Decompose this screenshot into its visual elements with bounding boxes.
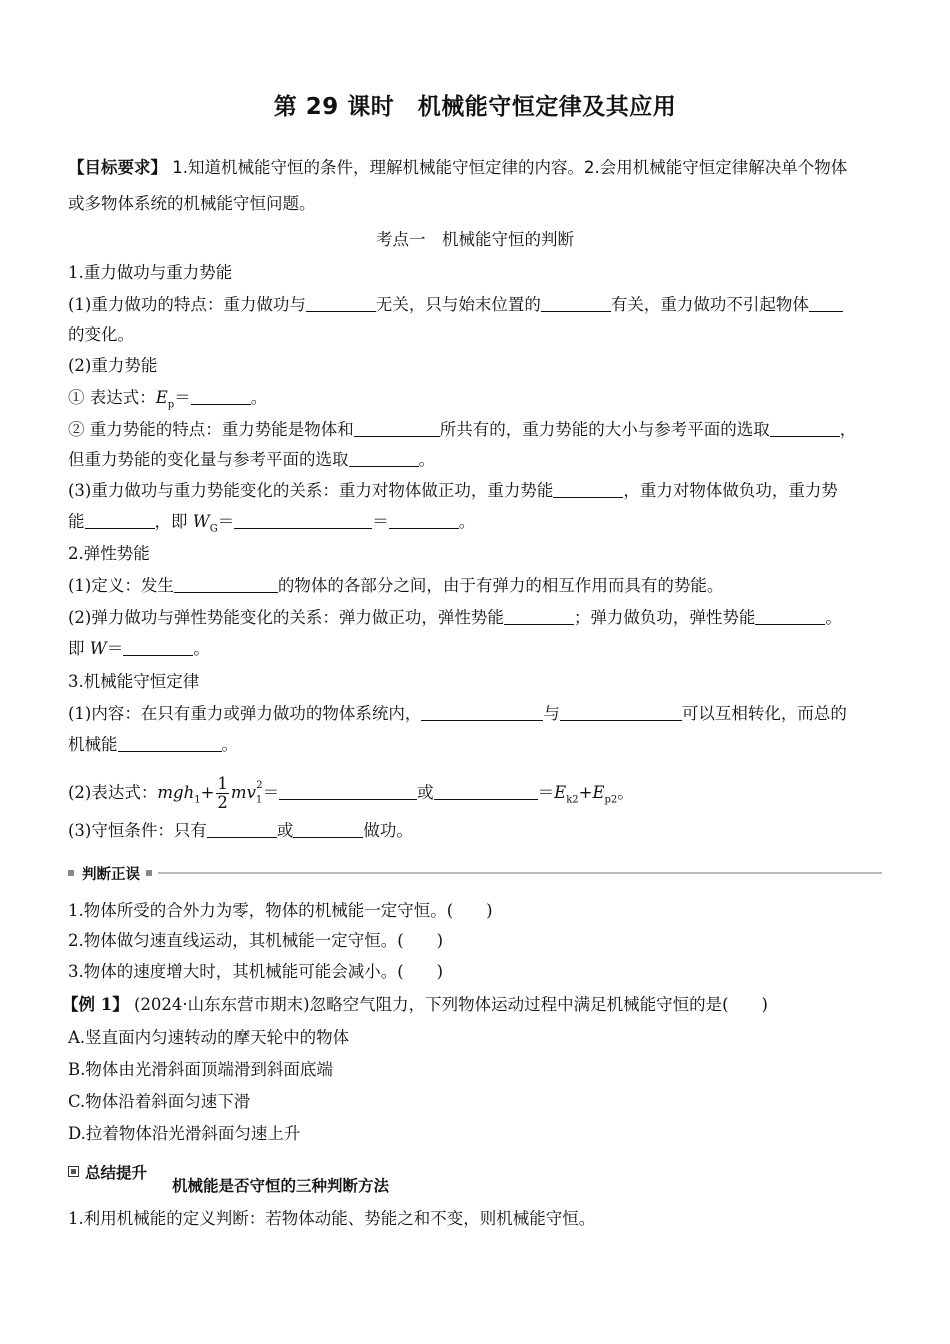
formula-lhs: mgh$_1$+ $\frac{1}{2}$ $mv_1^2$ — [157, 774, 263, 812]
s3-p2b: ＝ — [262, 783, 280, 802]
s1-p4d: 但重力势能的变化量与参考平面的选取 — [68, 450, 349, 469]
fill-blank[interactable] — [553, 481, 623, 498]
summary-box-icon — [68, 1166, 79, 1177]
s2-p2c: 。 — [825, 608, 842, 627]
s1-p3a: ① 表达式： — [68, 388, 156, 407]
example-option: A.竖直面内匀速转动的摩天轮中的物体 — [68, 1028, 350, 1047]
goals-text-1: 1.知道机械能守恒的条件，理解机械能守恒定律的内容。2.会用机械能守恒定律解决单个物体 — [172, 158, 848, 177]
s1-p3: ① 表达式：$E_p=$ 。 — [68, 388, 268, 411]
summary-item: 1.利用机械能的定义判断：若物体动能、势能之和不变，则机械能守恒。 — [68, 1209, 596, 1228]
fill-blank[interactable] — [560, 704, 682, 721]
fill-blank[interactable] — [118, 735, 222, 752]
example-stem-line — [62, 993, 882, 1017]
s3-p2 — [68, 766, 882, 820]
s1-p4-cont — [68, 448, 882, 472]
example-option: D.拉着物体沿光滑斜面匀速上升 — [68, 1124, 301, 1143]
judge-section-bar — [68, 862, 882, 884]
judge-item: 1.物体所受的合外力为零，物体的机械能一定守恒。( ) — [68, 901, 493, 920]
fill-blank[interactable] — [306, 295, 376, 312]
s3-p1b: 与 — [543, 704, 560, 723]
s1-p1b: 无关，只与始末位置的 — [375, 295, 541, 314]
fill-blank[interactable] — [434, 783, 538, 800]
s1-p5c: 能 — [68, 512, 85, 531]
s1-p3b: ＝ — [174, 388, 191, 407]
s1-p5e: ＝ — [217, 512, 235, 531]
s1-p5d: ，即 — [154, 512, 193, 531]
s1-p5-cont: 能 ，即 $W_G=$ ＝ 。 — [68, 512, 476, 535]
fill-blank[interactable] — [389, 512, 459, 529]
example-option: C.物体沿着斜面匀速下滑 — [68, 1092, 251, 1111]
s1-p5a: (3)重力做功与重力势能变化的关系：重力对物体做正功，重力势能 — [68, 481, 554, 500]
example-option: B.物体由光滑斜面顶端滑到斜面底端 — [68, 1060, 333, 1079]
s1-p4b: 所共有的，重力势能的大小与参考平面的选取 — [439, 420, 770, 439]
fill-blank[interactable] — [354, 420, 440, 437]
s1-p1 — [68, 293, 882, 317]
s1-p4c: ， — [839, 420, 857, 439]
s3-p1e: 。 — [221, 735, 238, 754]
fill-blank[interactable] — [174, 576, 278, 593]
s3-p2e: 。 — [617, 783, 634, 802]
fill-blank[interactable] — [809, 295, 843, 312]
s2-p2b: ；弹力做负功，弹性势能 — [573, 608, 756, 627]
s2-p2a: (2)弹力做功与弹性势能变化的关系：弹力做正功，弹性势能 — [68, 608, 504, 627]
example-tag: 【例 1】 — [62, 995, 129, 1014]
fill-blank[interactable] — [349, 450, 419, 467]
page-title: 第 29 课时 机械能守恒定律及其应用 — [273, 94, 677, 120]
s3-p1-cont — [68, 733, 882, 757]
s2-p1b: 的物体的各部分之间，由于有弹力的相互作用而具有的势能。 — [277, 576, 724, 595]
summary-title: 机械能是否守恒的三种判断方法 — [172, 1177, 390, 1195]
s1-p5b: ，重力对物体做负功，重力势 — [623, 481, 838, 500]
fill-blank[interactable] — [504, 608, 574, 625]
s1-p5f: ＝ — [372, 512, 389, 531]
s1-p4 — [68, 418, 882, 442]
s3-p3b: 或 — [276, 821, 294, 840]
judge-item: 2.物体做匀速直线运动，其机械能一定守恒。( ) — [68, 931, 444, 950]
s3-heading: 3.机械能守恒定律 — [68, 672, 200, 691]
judge-item: 3.物体的速度增大时，其机械能可能会减小。( ) — [68, 962, 444, 981]
judge-label: 判断正误 — [82, 866, 140, 883]
s3-p2a: (2)表达式： — [68, 783, 158, 802]
s2-p3b: ＝ — [106, 639, 124, 658]
fill-blank[interactable] — [279, 783, 417, 800]
s1-p5 — [68, 479, 882, 503]
square-bullet-icon — [68, 870, 74, 876]
goals-tag: 【目标要求】 — [68, 158, 167, 177]
s3-p2c: 或 — [417, 783, 434, 802]
goals-line-1 — [68, 156, 882, 180]
s1-p2: (2)重力势能 — [68, 356, 158, 375]
s1-p1c: 有关，重力做功不引起物体 — [610, 295, 809, 314]
fill-blank[interactable] — [293, 821, 363, 838]
s2-heading: 2.弹性势能 — [68, 544, 150, 563]
s3-p1 — [68, 702, 882, 726]
s2-p3c: 。 — [193, 639, 210, 658]
s1-p5g: 。 — [458, 512, 476, 531]
s1-p1d: 的变化。 — [68, 325, 134, 344]
kaodian-heading: 考点一 机械能守恒的判断 — [376, 230, 574, 249]
s2-p1 — [68, 574, 882, 598]
s3-p3a: (3)守恒条件：只有 — [68, 821, 207, 840]
example-stem: (2024·山东东营市期末)忽略空气阻力，下列物体运动过程中满足机械能守恒的是( ) — [133, 995, 768, 1014]
s1-heading: 1.重力做功与重力势能 — [68, 263, 233, 282]
square-bullet-icon — [146, 870, 152, 876]
s2-p3a: 即 — [68, 639, 90, 658]
s1-p3c: 。 — [250, 388, 268, 407]
fill-blank[interactable] — [755, 608, 825, 625]
s1-p4e: 。 — [418, 450, 435, 469]
s3-p1c: 可以互相转化，而总的 — [681, 704, 847, 723]
divider — [158, 872, 882, 874]
s2-p3: 即 W＝ 。 — [68, 639, 210, 658]
s1-p1a: (1)重力做功的特点：重力做功与 — [68, 295, 306, 314]
fill-blank[interactable] — [421, 704, 543, 721]
fill-blank[interactable] — [85, 512, 155, 529]
s2-p2 — [68, 606, 882, 630]
goals-line-2: 或多物体系统的机械能守恒问题。 — [68, 194, 316, 213]
summary-label: 总结提升 — [85, 1164, 148, 1182]
fill-blank[interactable] — [123, 639, 193, 656]
s3-p2d: ＝ — [537, 783, 555, 802]
s3-p3c: 做功。 — [363, 821, 413, 840]
fill-blank[interactable] — [541, 295, 611, 312]
s3-p1d: 机械能 — [68, 735, 118, 754]
s3-p3 — [68, 819, 882, 843]
fill-blank[interactable] — [191, 388, 251, 405]
s3-p1a: (1)内容：在只有重力或弹力做功的物体系统内， — [68, 704, 422, 723]
fill-blank[interactable] — [770, 420, 840, 437]
s1-p4a: ② 重力势能的特点：重力势能是物体和 — [68, 420, 354, 439]
fill-blank[interactable] — [207, 821, 277, 838]
s2-p1a: (1)定义：发生 — [68, 576, 174, 595]
fill-blank[interactable] — [234, 512, 372, 529]
formula-rhs: $E_{k2}+E_{p2}$ — [554, 783, 618, 806]
